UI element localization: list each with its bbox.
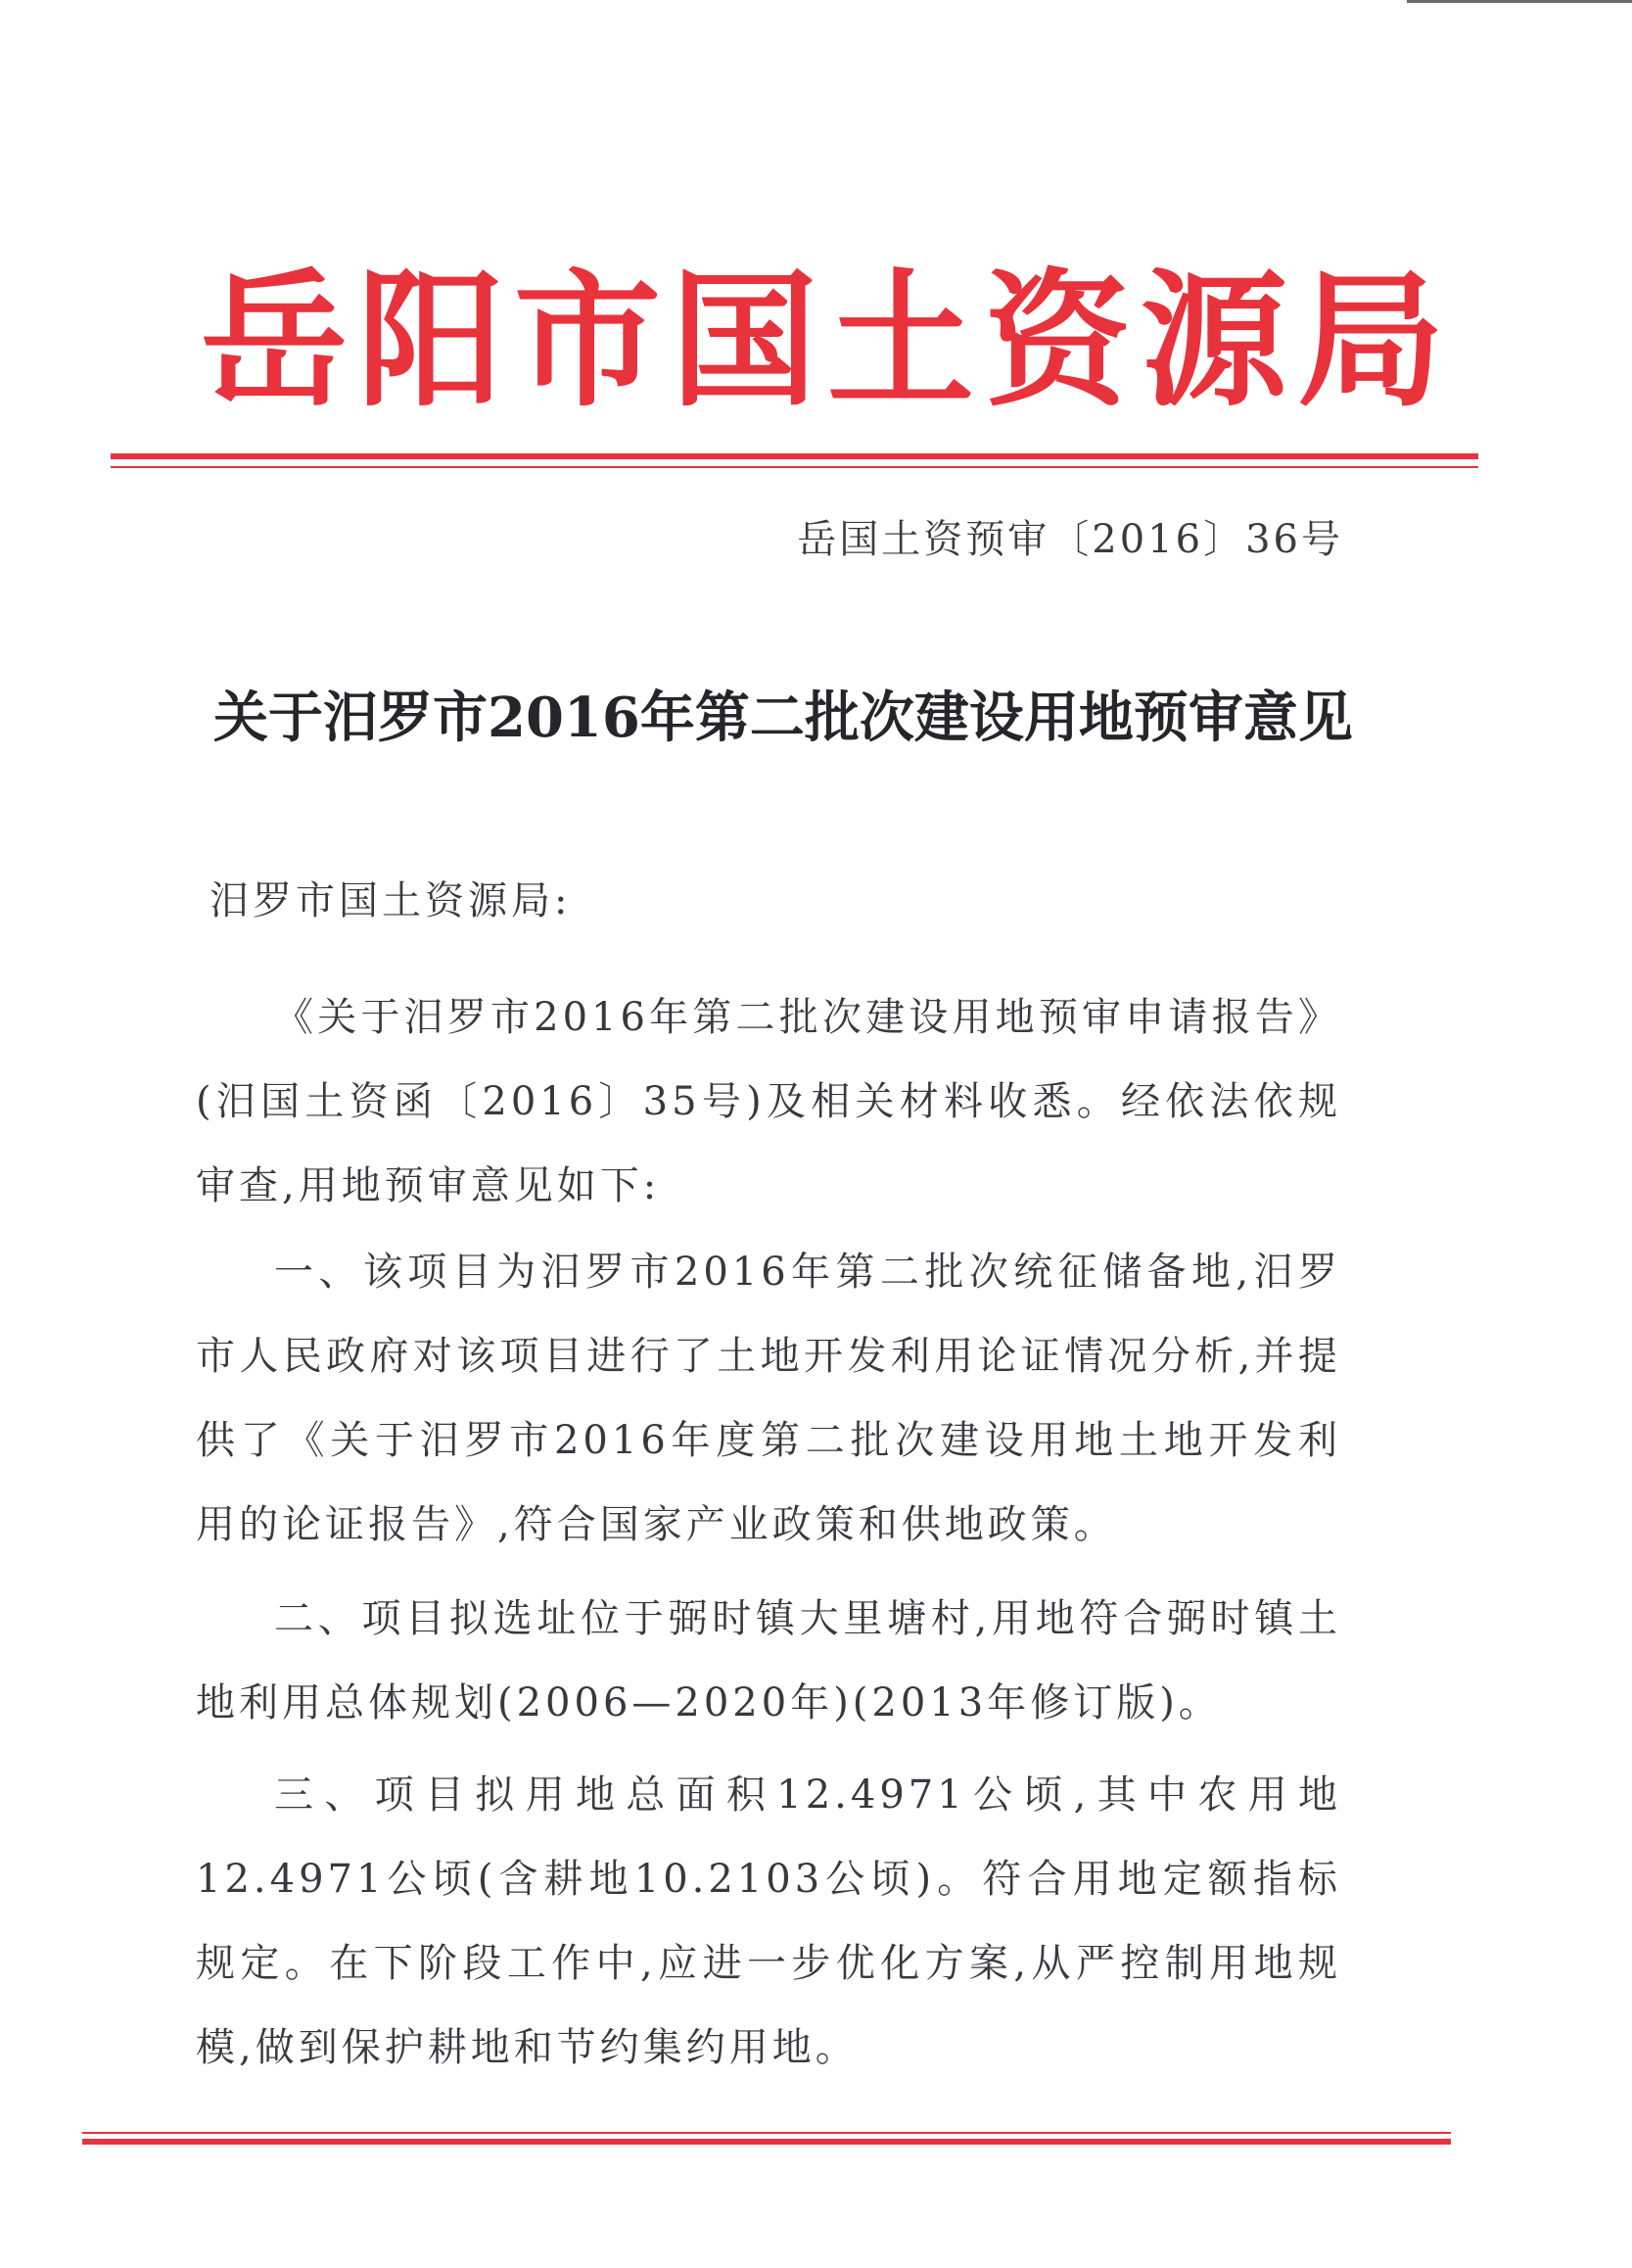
body-paragraph [196, 975, 1341, 1228]
recipient: 汨罗市国土资源局: [210, 878, 572, 923]
letterhead-rule-thick [111, 453, 1478, 459]
paragraph-text: 一、该项目为汨罗市2016年第二批次统征储备地,汨罗市人民政府对该项目进行了土地开发利用论证情况分析,并提供了《关于汨罗市2016年度第二批次建设用地土地开发利用的论证报告》,符合国家产业政策和供地政策。 [196, 1250, 1341, 1547]
letterhead-char: 资 [984, 255, 1142, 427]
paragraph-text: 《关于汨罗市2016年第二批次建设用地预审申请报告》(汨国土资函〔2016〕35号)及相关材料收悉。经依法依规审查,用地预审意见如下: [196, 995, 1341, 1208]
letterhead-agency-name [201, 253, 1455, 429]
body-paragraph [196, 1577, 1341, 1745]
letterhead-char: 岳 [201, 255, 358, 427]
scan-edge [1407, 0, 1632, 3]
letterhead-char: 土 [827, 255, 985, 427]
letterhead-char: 阳 [357, 255, 515, 427]
body-paragraph [196, 1230, 1341, 1567]
footer-rule-thin [82, 2132, 1451, 2134]
letterhead-char: 国 [671, 255, 828, 427]
letterhead-char: 局 [1297, 255, 1455, 427]
body-paragraph [196, 1753, 1341, 2090]
footer-rule-thick [82, 2139, 1451, 2145]
letterhead-char: 源 [1141, 255, 1298, 427]
letterhead-rule-thin [111, 466, 1478, 468]
letterhead-char: 市 [514, 255, 672, 427]
document-title: 关于汨罗市2016年第二批次建设用地预审意见 [213, 685, 1353, 750]
paragraph-text: 三、项目拟用地总面积12.4971公顷,其中农用地12.4971公顷(含耕地10.2103公顷)。符合用地定额指标规定。在下阶段工作中,应进一步优化方案,从严控制用地规模,做到保护耕地和节约集约用地。 [196, 1772, 1341, 2070]
document-number: 岳国土资预审〔2016〕36号 [797, 517, 1343, 562]
paragraph-text: 二、项目拟选址位于弼时镇大里塘村,用地符合弼时镇土地利用总体规划(2006—2020年)(2013年修订版)。 [196, 1596, 1341, 1725]
